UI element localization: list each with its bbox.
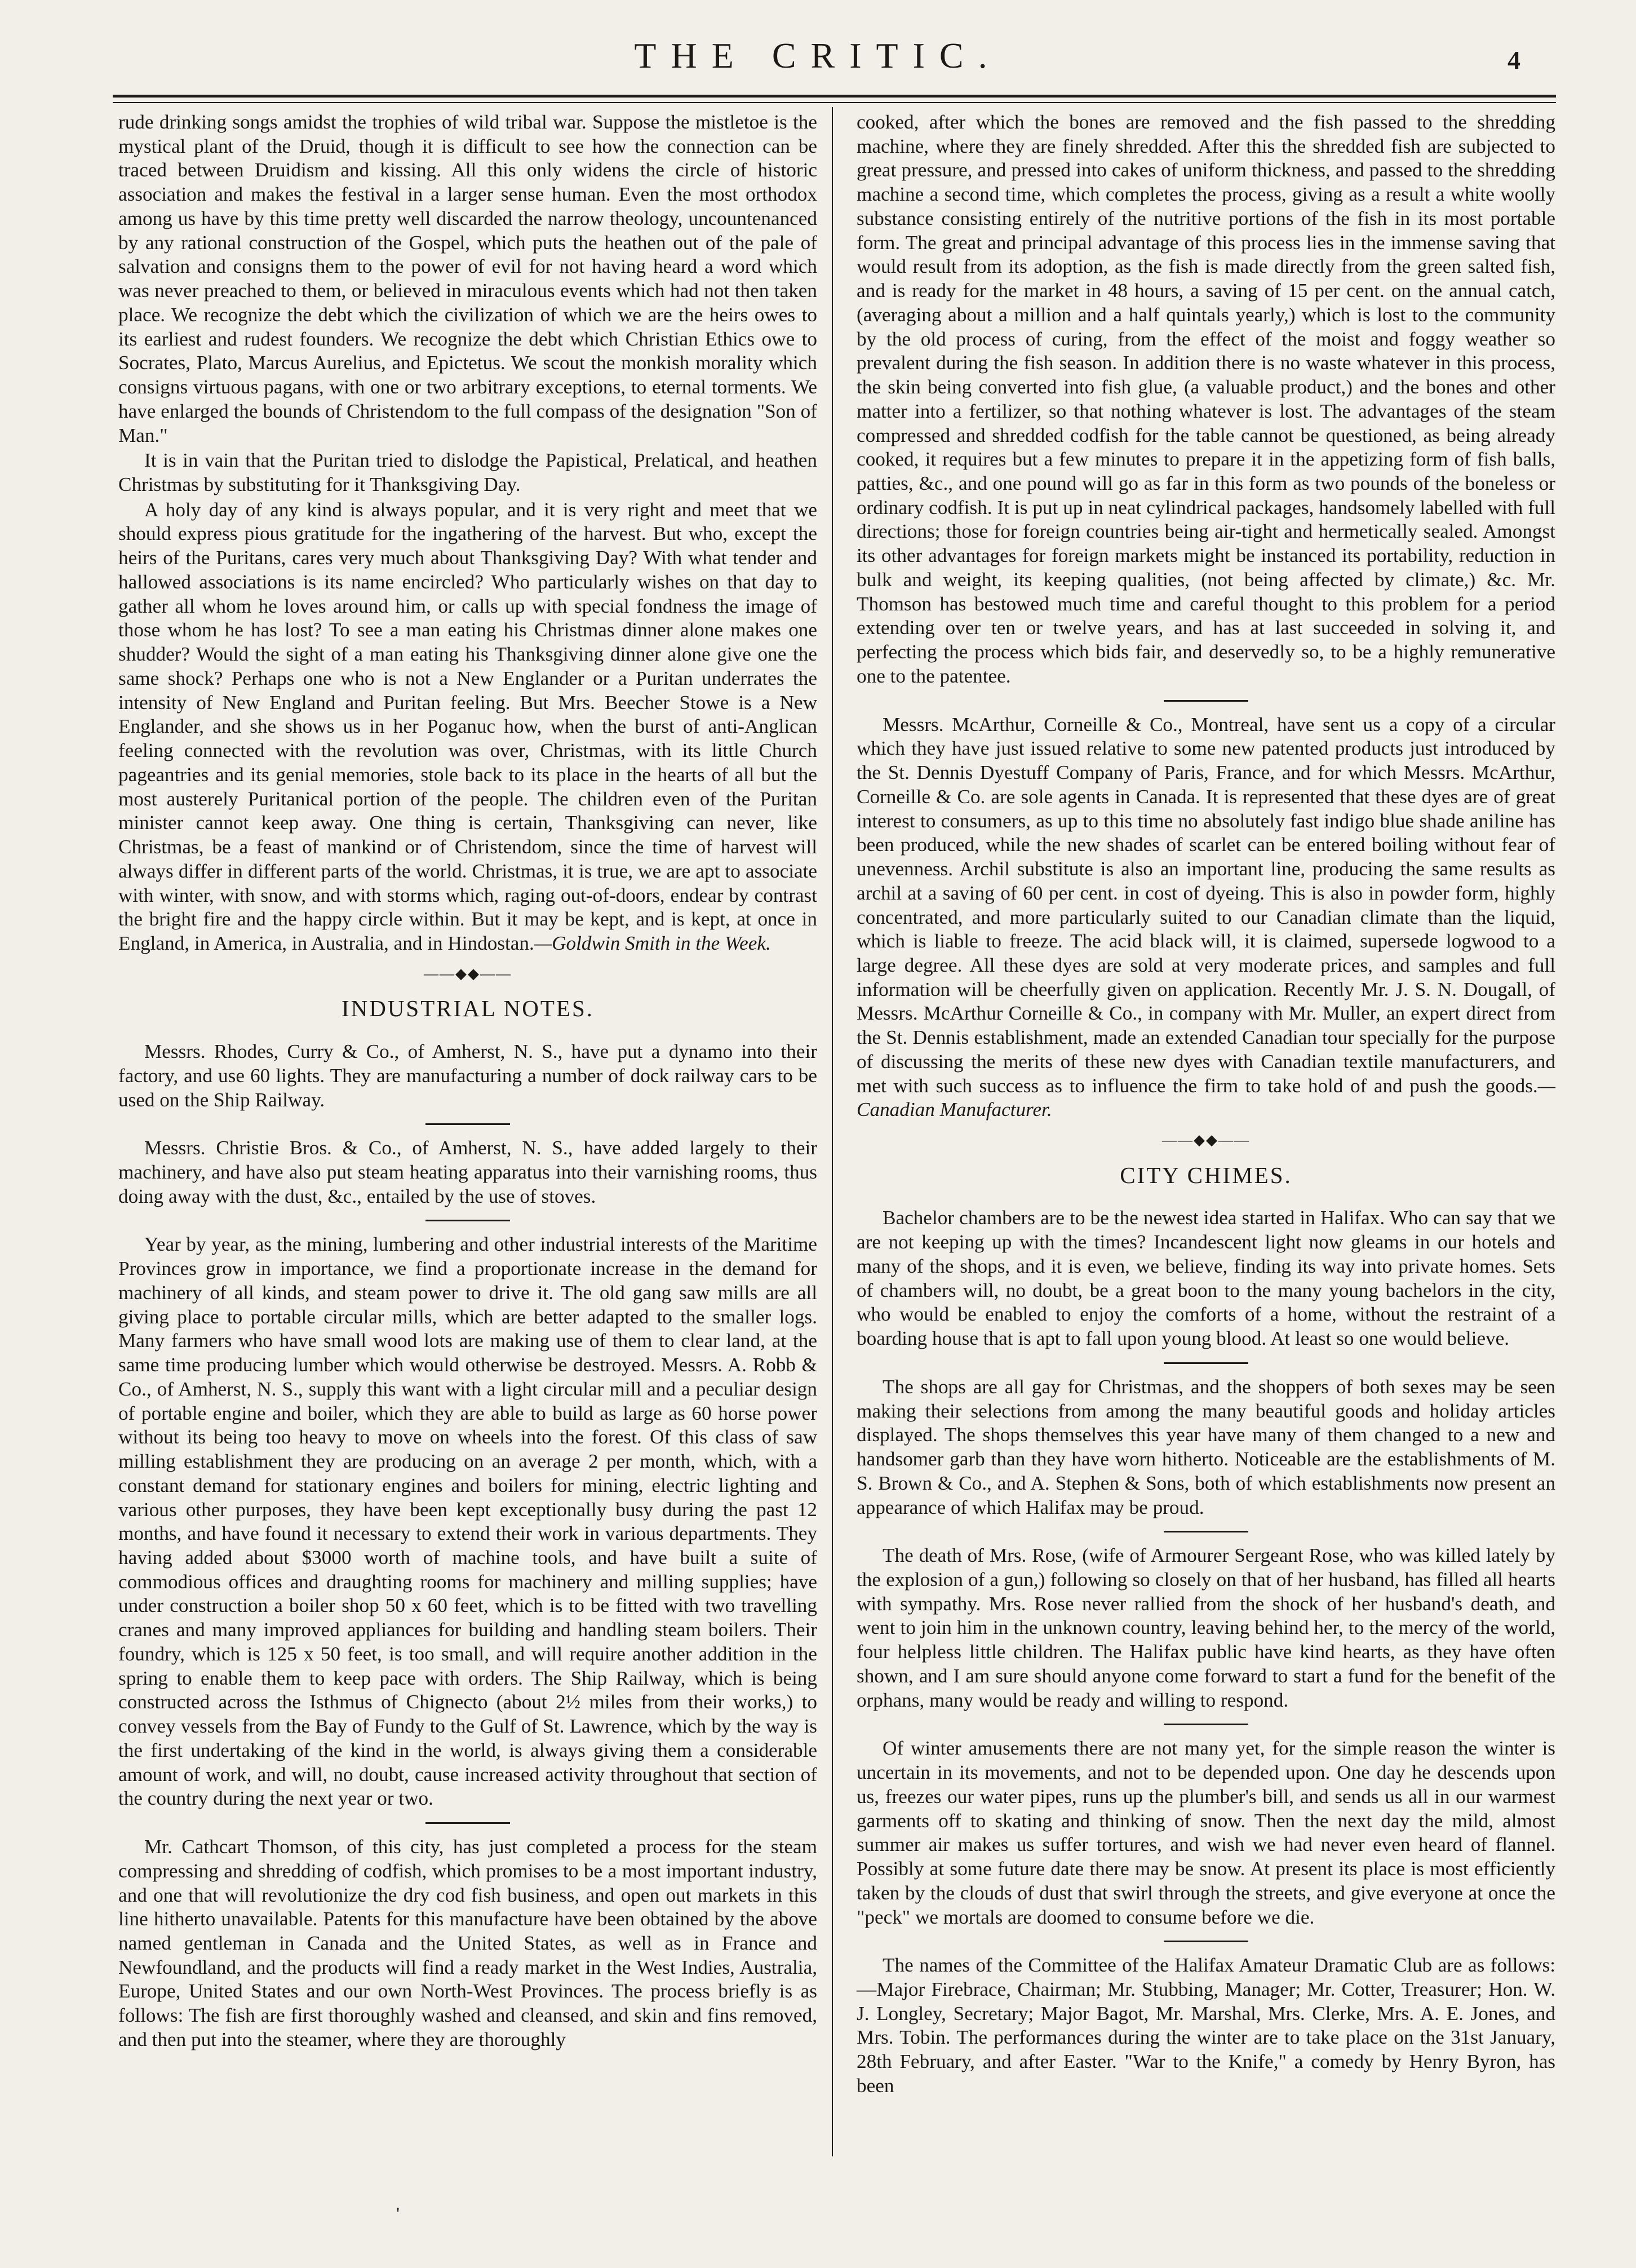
article-paragraph: The names of the Committee of the Halifax Amateur Dramatic Club are as follows:—Major Firebrace, Chairman; Mr. Stubbing, Manager; Mr. Cotter, Treasurer; Hon. W. J. Longley, Secretary; Major Bagot, Mr. Marshal, Mrs. Clerke, Mrs. A. E. Jones, and Mrs. Tobin. The performances during the winter are to take place on the 31st January, 28th February, and after Easter. "War to the Knife," a comedy by Henry Byron, has been xyxy=(857,1954,1555,2097)
separator-rule xyxy=(1164,1941,1248,1942)
article-paragraph: It is in vain that the Puritan tried to dislodge the Papistical, Prelatical, and heathen Christmas by substituting for it Thanksgiving Day. xyxy=(118,449,817,496)
header-rule-thick xyxy=(113,95,1556,98)
article-paragraph xyxy=(118,498,817,956)
article-paragraph: cooked, after which the bones are removed and the fish passed to the shredding machine, where they are finely shredded. After this the shredded fish are subjected to great pressure, and pressed into cakes of uniform thickness, and passed to the shredding machine a second time, which completes the process, giving as a result a white woolly substance consisting entirely of the nutritive portions of the fish in its most portable form. The great and principal advantage of this process lies in the immense saving that would result from its adoption, as the fish is made directly from the green salted fish, and is ready for the market in 48 hours, a saving of 15 per cent. on the annual catch, (averaging about a million and a half quintals yearly,) which is lost to the community by the old process of curing, from the effect of the moist and foggy weather so prevalent during the fish season. In addition there is no waste whatever in this process, the skin being converted into fish glue, (a valuable product,) and the bones and other matter into a fertilizer, so that nothing whatever is lost. The advantages of the steam compressed and shredded codfish for the table cannot be questioned, as being already cooked, it requires but a few minutes to prepare it in the appetizing form of fish balls, patties, &c., and one pound will go as far in this form as two pounds of the boneless or ordinary codfish. It is put up in neat cylindrical packages, handsomely labelled with full directions; those for foreign countries being air-tight and hermetically sealed. Amongst its other advantages for foreign markets might be instanced its portability, reduction in bulk and weight, its keeping qualities, (not being affected by climate,) &c. Mr. Thomson has bestowed much time and careful thought to this problem for a period extending over ten or twelve years, and has at last succeeded in solving it, and perfecting the process which bids fair, and deservedly so, to be a highly remunerative one to the patentee. xyxy=(857,111,1555,687)
article-paragraph xyxy=(857,713,1555,1122)
article-paragraph: The shops are all gay for Christmas, and the shoppers of both sexes may be seen making their selections from among the many beautiful goods and holiday articles displayed. The shops themselves this year have many of them changed to a new and handsomer garb than they have worn hitherto. Noticeable are the establishments of M. S. Brown & Co., and A. Stephen & Sons, both of which establishments now present an appearance of which Halifax may be proud. xyxy=(857,1375,1555,1518)
separator-rule xyxy=(1164,700,1248,702)
separator-rule xyxy=(1164,1724,1248,1725)
article-paragraph: Of winter amusements there are not many yet, for the simple reason the winter is uncertain in its movements, and not to be depended upon. One day he descends upon us, freezes our water pipes, runs up the plumber's bill, and sends us all in our warmest garments off to skating and thinking of snow. Then the next day the mild, almost summer air makes us suffer tortures, and wish we had never even heard of flannel. Possibly at some future date there may be snow. At present its place is most efficiently taken by the clouds of dust that swirl through the streets, and give everyone at once the "peck" we mortals are doomed to consume before we die. xyxy=(857,1737,1555,1928)
article-paragraph: Bachelor chambers are to be the newest idea started in Halifax. Who can say that we are not keeping up with the times? Incandescent light now gleams in our hotels and many of the shops, and it is even, we believe, finding its way into private homes. Sets of chambers will, no doubt, be a great boon to the many young bachelors in the city, who would be enabled to enjoy the comforts of a home, without the restraint of a boarding house that is apt to fall upon young blood. At least so one would believe. xyxy=(857,1207,1555,1350)
section-ornament: ——◆◆—— xyxy=(1162,1132,1250,1149)
article-paragraph: Year by year, as the mining, lumbering and other industrial interests of the Maritime Provinces grow in importance, we find a proportionate increase in the demand for machinery of all kinds, and steam power to drive it. The old gang saw mills are all giving place to portable circular mills, which are better adapted to the smaller logs. Many farmers who have small wood lots are making use of them to clear land, at the same time producing lumber which would otherwise be destroyed. Messrs. A. Robb & Co., of Amherst, N. S., supply this want with a light circular mill and a peculiar design of portable engine and boiler, which they are able to build as large as 60 horse power without its being too heavy to move on wheels into the forest. Of this class of saw milling establishment they are producing on an average 2 per month, which, with a constant demand for stationary engines and boilers for mining, electric lighting and various other purposes, they have been kept exceptionally busy during the past 12 months, and have found it necessary to extend their work in various departments. They having added about $3000 worth of machine tools, and have built a suite of commodious offices and draughting rooms for machinery and milling supplies; have under construction a boiler shop 50 x 60 feet, which is to be fitted with two travelling cranes and many improved appliances for building and handling steam boilers. Their foundry, which is 125 x 50 feet, is too small, and will require another addition in the spring to enable them to keep pace with orders. The Ship Railway, which is being constructed across the Isthmus of Chignecto (about 2½ miles from their works,) to convey vessels from the Bay of Fundy to the Gulf of St. Lawrence, which by the way is the first undertaking of the kind in the world, is always giving them a considerable amount of work, and will, no doubt, cause increased activity throughout that section of the country during the next year or two. xyxy=(118,1233,817,1810)
article-paragraph: The death of Mrs. Rose, (wife of Armourer Sergeant Rose, who was killed lately by the explosion of a gun,) following so closely on that of her husband, has filled all hearts with sympathy. Mrs. Rose never rallied from the shock of her husband's death, and went to join him in the unknown country, leaving behind her, to the mercy of the world, four helpless little children. The Halifax public have kind hearts, as they have often shown, and I am sure should anyone come forward to start a fund for the benefit of the orphans, many would be ready and willing to respond. xyxy=(857,1544,1555,1711)
article-paragraph: Messrs. Christie Bros. & Co., of Amherst, N. S., have added largely to their machinery, and have also put steam heating apparatus into their varnishing rooms, thus doing away with the dust, &c., entailed by the use of stoves. xyxy=(118,1137,817,1207)
header-rule-thin xyxy=(113,102,1556,103)
separator-rule xyxy=(1164,1362,1248,1364)
article-attribution: —Goldwin Smith in the Week. xyxy=(534,932,771,954)
article-paragraph: rude drinking songs amidst the trophies of wild tribal war. Suppose the mistletoe is the mystical plant of the Druid, though it is difficult to see how the connection can be traced between Druidism and kissing. All this only widens the circle of historic association and makes the festival in a larger sense human. Even the most orthodox among us have by this time pretty well discarded the narrow theology, uncountenanced by any rational construction of the Gospel, which puts the heathen out of the pale of salvation and consigns them to the power of evil for not having heard a word which was never preached to them, or believed in miraculous events which had not then taken place. We recognize the debt which the civilization of which we are the heirs owes to its earliest and rudest founders. We recognize the debt which Christian Ethics owe to Socrates, Plato, Marcus Aurelius, and Epictetus. We scout the monkish morality which consigns virtuous pagans, with one or two arbitrary exceptions, to eternal torments. We have enlarged the bounds of Christendom to the full compass of the designation "Son of Man." xyxy=(118,111,817,446)
page-number: 4 xyxy=(1508,46,1520,74)
section-title-industrial-notes: INDUSTRIAL NOTES. xyxy=(341,995,595,1022)
separator-rule xyxy=(425,1220,510,1221)
article-text: Messrs. McArthur, Corneille & Co., Montreal, have sent us a copy of a circular which they have just issued relative to some new patented products just introduced by the St. Dennis Dyestuff Company of Paris, France, and for which Messrs. McArthur, Corneille & Co. are sole agents in Canada. It is represented that these dyes are of great interest to consumers, as up to this time no absolutely fast indigo blue shade aniline has been produced, while the new shades of scarlet can be entered boiling without fear of unevenness. Archil substitute is also an important line, producing the same results as archil at a saving of 60 per cent. in cost of dyeing. This is also in powder form, highly concentrated, and more particularly suited to our Canadian climate than the liquid, which is liable to freeze. The acid black will, it is claimed, supersede logwood to a large degree. All these dyes are sold at very moderate prices, and samples and full information will be cheerfully given on application. Recently Mr. J. S. N. Dougall, of Messrs. McArthur Corneille & Co., in company with Mr. Muller, an expert direct from the St. Dennis establishment, made an extended Canadian tour specially for the purpose of discussing the merits of these new dyes with Canadian textile manufacturers, and met with such success as to influence the firm to take hold of and push the goods. xyxy=(857,713,1555,1097)
section-ornament: ——◆◆—— xyxy=(424,965,512,982)
right-column xyxy=(857,110,1555,2099)
masthead-title: THE CRITIC. xyxy=(634,36,1002,76)
article-paragraph: Mr. Cathcart Thomson, of this city, has just completed a process for the steam compressing and shredding of codfish, which promises to be a most important industry, and one that will revolutionize the dry cod fish business, and open out markets in this line hitherto unavailable. Patents for this manufacture have been obtained by the above named gentleman in Canada and the United States, as well as in France and Newfoundland, and the products will find a ready market in the West Indies, Australia, Europe, United States and our own North-West Provinces. The process briefly is as follows: The fish are first thoroughly washed and cleansed, and skin and fins removed, and then put into the steamer, where they are thoroughly xyxy=(118,1836,817,2050)
separator-rule xyxy=(425,1123,510,1125)
separator-rule xyxy=(425,1822,510,1824)
article-paragraph: Messrs. Rhodes, Curry & Co., of Amherst, N. S., have put a dynamo into their factory, and use 60 lights. They are manufacturing a number of dock railway cars to be used on the Ship Railway. xyxy=(118,1040,817,1111)
article-attribution: —Canadian Manufacturer. xyxy=(857,1074,1555,1121)
column-divider xyxy=(832,107,833,2156)
section-title-city-chimes: CITY CHIMES. xyxy=(1120,1162,1292,1188)
left-column xyxy=(118,110,817,2053)
footer-mark: ' xyxy=(396,2204,400,2225)
article-text: A holy day of any kind is always popular, and it is very right and meet that we should express pious gratitude for the ingathering of the harvest. But who, except the heirs of the Puritans, cares very much about Thanksgiving Day? With what tender and hallowed associations is its name encircled? Who particularly wishes on that day to gather all whom he loves around him, or calls up with special fondness the image of those whom he has lost? To see a man eating his Christmas dinner alone makes one shudder? Would the sight of a man eating his Thanksgiving dinner alone give one the same shock? Perhaps one who is not a New Englander or a Puritan underrates the intensity of New England and Puritan feeling. But Mrs. Beecher Stowe is a New Englander, and she shows us in her Poganuc how, when the burst of anti-Anglican feeling connected with the revolution was over, Christmas, with its little Church pageantries and its genial memories, stole back to its place in the hearts of all but the most austerely Puritanical portion of the people. The children even of the Puritan minister cannot keep away. One thing is certain, Thanksgiving can never, like Christmas, be a feast of mankind or of Christendom, since the time of harvest will always differ in different parts of the world. Christmas, it is true, we are apt to associate with winter, with snow, and with storms which, raging out-of-doors, endear by contrast the bright fire and the happy circle within. But it may be kept, and is kept, at once in England, in America, in Australia, and in Hindostan. xyxy=(118,498,817,954)
separator-rule xyxy=(1164,1531,1248,1532)
